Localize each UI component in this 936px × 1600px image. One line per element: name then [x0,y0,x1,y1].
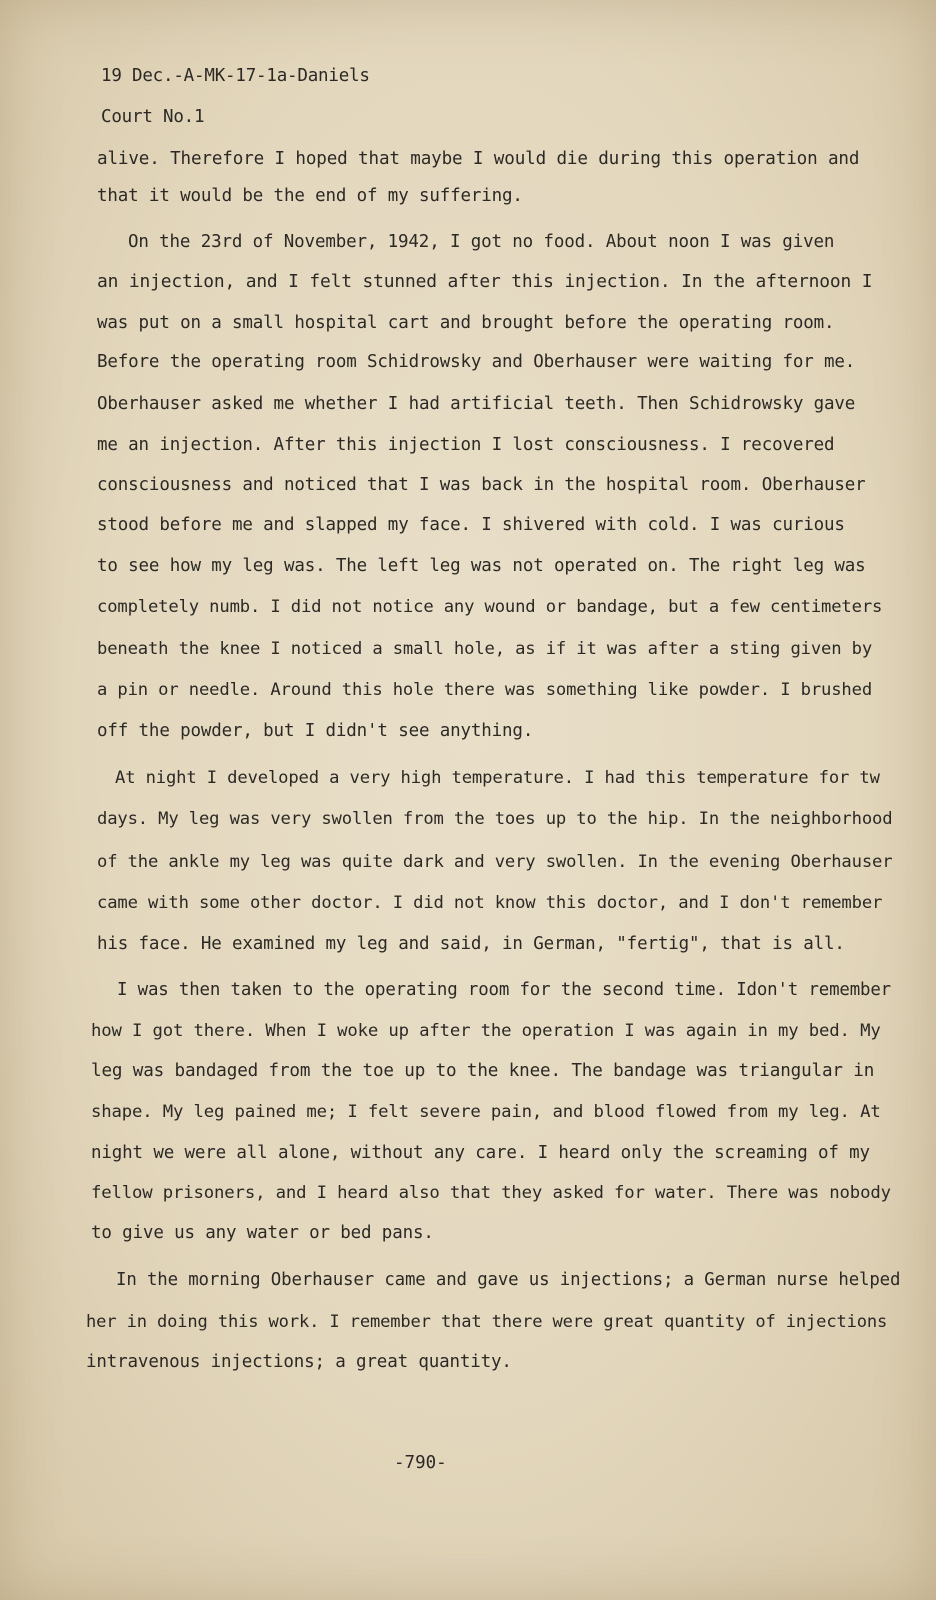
text-line: days. My leg was very swollen from the toes up to the hip. In the neighborhood [97,809,893,829]
text-line: of the ankle my leg was quite dark and very swollen. In the evening Oberhauser [97,852,893,872]
text-line: I was then taken to the operating room for the second time. Idon't remember [117,980,892,1000]
text-line: beneath the knee I noticed a small hole, as if it was after a sting given by [97,639,873,659]
text-line: off the powder, but I didn't see anything. [97,721,534,741]
text-line: came with some other doctor. I did not know this doctor, and I don't remember [97,893,883,913]
text-line: that it would be the end of my suffering. [97,186,523,206]
text-line: night we were all alone, without any care. I heard only the screaming of my [91,1143,870,1163]
text-line: shape. My leg pained me; I felt severe pain, and blood flowed from my leg. At [91,1102,881,1122]
text-line: his face. He examined my leg and said, in German, "fertig", that is all. [97,934,845,954]
text-line: At night I developed a very high temperature. I had this temperature for tw [115,768,880,788]
text-line: Oberhauser asked me whether I had artificial teeth. Then Schidrowsky gave [97,394,856,414]
page-number: -790- [394,1452,447,1473]
court-number: Court No.1 [101,107,205,127]
text-line: completely numb. I did not notice any wound or bandage, but a few centimeters [97,597,883,617]
text-line: a pin or needle. Around this hole there was something like powder. I brushed [97,680,873,700]
text-line: On the 23rd of November, 1942, I got no food. About noon I was given [128,232,835,252]
text-line: intravenous injections; a great quantity. [86,1352,512,1372]
text-line: Before the operating room Schidrowsky and Oberhauser were waiting for me. [97,352,856,372]
text-line: me an injection. After this injection I lost consciousness. I recovered [97,435,835,455]
text-line: leg was bandaged from the toe up to the knee. The bandage was triangular in [91,1061,875,1081]
text-line: stood before me and slapped my face. I shivered with cold. I was curious [97,515,845,535]
text-line: alive. Therefore I hoped that maybe I would die during this operation and [97,149,860,169]
text-line: In the morning Oberhauser came and gave us injections; a German nurse helped [116,1270,901,1290]
text-line: her in doing this work. I remember that there were great quantity of injections [86,1312,888,1332]
text-line: how I got there. When I woke up after the operation I was again in my bed. My [91,1021,881,1041]
text-line: consciousness and noticed that I was back in the hospital room. Oberhauser [97,475,866,495]
document-reference: 19 Dec.-A-MK-17-1a-Daniels [101,66,370,86]
text-line: was put on a small hospital cart and brought before the operating room. [97,313,835,333]
text-line: to see how my leg was. The left leg was not operated on. The right leg was [97,556,866,576]
text-line: an injection, and I felt stunned after this injection. In the afternoon I [97,271,873,292]
text-line: to give us any water or bed pans. [91,1223,434,1243]
text-line: fellow prisoners, and I heard also that they asked for water. There was nobody [91,1183,891,1203]
